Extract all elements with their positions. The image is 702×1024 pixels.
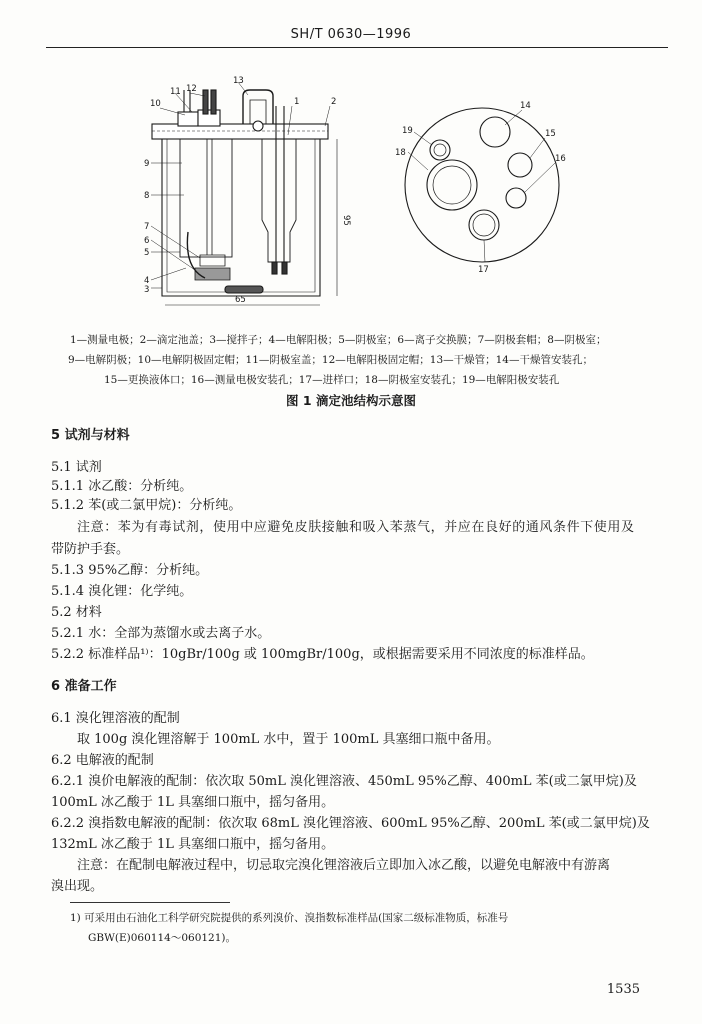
label-2: 2 <box>331 97 337 107</box>
figure-caption-line: 9—电解阴极；10—电解阴极固定帽；11—阴极室盖；12—电解阳极固定帽；13—干燥管；14—干燥管安装孔； <box>68 354 593 366</box>
dimension-width: 65 <box>235 295 246 305</box>
paragraph-line: 注意：苯为有毒试剂，使用中应避免皮肤接触和吸入苯蒸气，并应在良好的通风条件下使用及 <box>77 520 635 535</box>
paragraph-line: 5.1.3 95%乙醇：分析纯。 <box>51 563 209 578</box>
page-number: 1535 <box>606 982 640 997</box>
paragraph-line: 5.2.1 水：全部为蒸馏水或去离子水。 <box>51 626 271 641</box>
stir-bar <box>225 286 263 293</box>
label-19: 19 <box>402 126 413 136</box>
figure-caption-line: 15—更换液体口；16—测量电极安装孔；17—进样口；18—阴极室安装孔；19—电解阳极安装孔 <box>104 374 560 386</box>
paragraph-line: 6.1 溴化锂溶液的配制 <box>51 711 180 726</box>
footnote-line: GBW(E)060114～060121)。 <box>88 932 237 944</box>
hole-14 <box>480 117 510 147</box>
cell-top-view <box>405 108 559 262</box>
hole-17 <box>469 210 499 240</box>
paragraph-line: 5.2 材料 <box>51 605 102 620</box>
label-6: 6 <box>144 236 150 246</box>
lid-outline <box>405 108 559 262</box>
hole-19 <box>430 140 450 160</box>
hole-18 <box>427 160 477 210</box>
paragraph-line: 5.1.4 溴化锂：化学纯。 <box>51 584 193 599</box>
paragraph-line: 6.2 电解液的配制 <box>51 753 154 768</box>
figure-caption-line: 1—测量电极；2—滴定池盖；3—搅拌子；4—电解阳极；5—阴极室；6—离子交换膜；7—阴极套帽；8—阴极室； <box>70 334 607 346</box>
label-13: 13 <box>233 76 244 86</box>
paragraph-line: 5.2.2 标准样品¹⁾：10gBr/100g 或 100mgBr/100g，或根据需要采用不同浓度的标准样品。 <box>51 647 594 662</box>
paragraph-line: 100mL 冰乙酸于 1L 具塞细口瓶中，摇匀备用。 <box>51 795 335 810</box>
paragraph-line: 6.2.1 溴价电解液的配制：依次取 50mL 溴化锂溶液、450mL 95%乙醇、400mL 苯(或二氯甲烷)及 <box>51 774 637 789</box>
label-3: 3 <box>144 285 150 295</box>
label-11: 11 <box>170 87 181 97</box>
label-16: 16 <box>555 154 566 164</box>
label-14: 14 <box>520 101 531 111</box>
label-5: 5 <box>144 248 150 258</box>
paragraph-line: 6.2.2 溴指数电解液的配制：依次取 68mL 溴化锂溶液、600mL 95%乙醇、200mL 苯(或二氯甲烷)及 <box>51 816 650 831</box>
hole-15 <box>508 153 532 177</box>
label-9: 9 <box>144 159 150 169</box>
label-10: 10 <box>150 99 161 109</box>
paragraph-line: 注意：在配制电解液过程中，切忌取完溴化锂溶液后立即加入冰乙酸，以避免电解液中有游离 <box>77 858 611 873</box>
label-18: 18 <box>395 148 406 158</box>
label-4: 4 <box>144 276 150 286</box>
section-heading: 6 准备工作 <box>51 679 117 694</box>
paragraph-line: 132mL 冰乙酸于 1L 具塞细口瓶中，摇匀备用。 <box>51 837 335 852</box>
paragraph-line: 溴出现。 <box>51 879 104 894</box>
footnote-line: 1) 可采用由石油化工科学研究院提供的系列溴价、溴指数标准样品(国家二级标准物质，标准号 <box>70 912 509 924</box>
dimension-height: 95 <box>341 215 351 226</box>
cell-cross-section <box>151 82 337 305</box>
hole-16 <box>506 188 526 208</box>
label-1: 1 <box>294 97 300 107</box>
paragraph-line: 5.1 试剂 <box>51 460 102 475</box>
label-15: 15 <box>545 129 556 139</box>
measuring-electrode <box>262 139 296 262</box>
figure-title: 图 1 滴定池结构示意图 <box>286 393 416 408</box>
section-heading: 5 试剂与材料 <box>51 428 130 443</box>
paragraph-line: 5.1.2 苯(或二氯甲烷)：分析纯。 <box>51 498 242 513</box>
label-7: 7 <box>144 222 150 232</box>
paragraph-line: 取 100g 溴化锂溶解于 100mL 水中，置于 100mL 具塞细口瓶中备用。 <box>77 732 500 747</box>
label-12: 12 <box>186 84 197 94</box>
label-8: 8 <box>144 191 150 201</box>
footnote-rule <box>70 902 230 903</box>
label-17: 17 <box>478 265 489 275</box>
paragraph-line: 5.1.1 冰乙酸：分析纯。 <box>51 479 193 494</box>
page-header: SH/T 0630—1996 <box>290 27 412 42</box>
paragraph-line: 带防护手套。 <box>51 542 130 557</box>
